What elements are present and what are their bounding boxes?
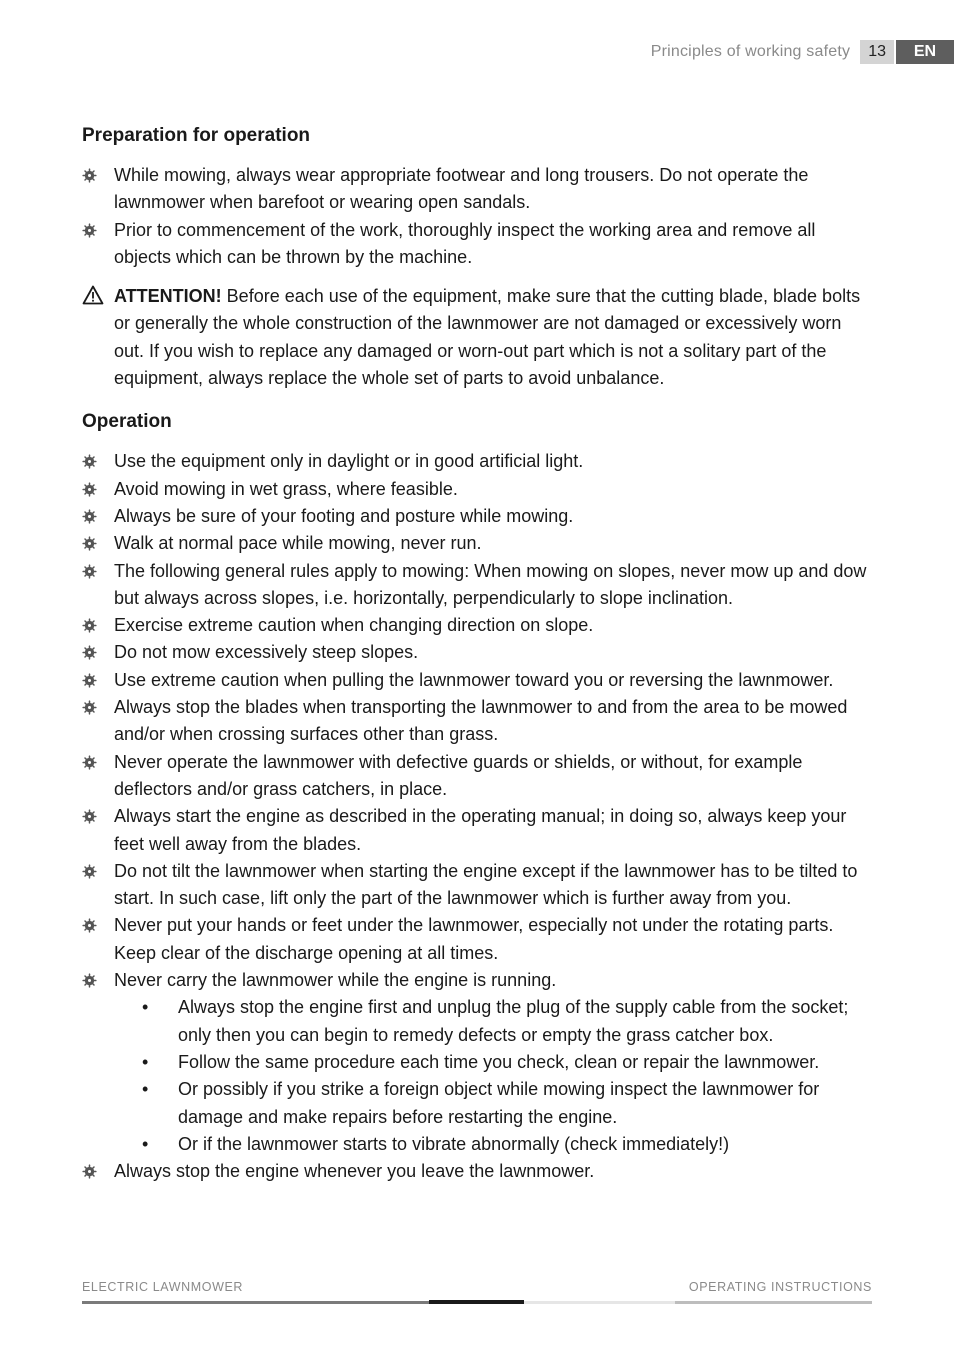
gear-bullet-icon [82,509,97,524]
list-item: Walk at normal pace while mowing, never run. [82,530,874,557]
gear-bullet-icon [82,536,97,551]
gear-bullet-icon [82,564,97,579]
attention-text: Before each use of the equipment, make sure that the cutting blade, blade bolts or generally the whole construction of the lawnmower are not damaged or excessively worn out. If you wish to replace any damaged or worn-out part which is not a solitary part of the equipment, always replace the whole set of parts to avoid unbalance. [114,286,861,389]
gear-bullet-icon [82,482,97,497]
gear-bullet-icon [82,454,97,469]
gear-bullet-icon [82,973,97,988]
gear-bullet-icon [82,1164,97,1179]
bullet-dot-icon: • [142,997,149,1018]
footer-product: ELECTRIC LAWNMOWER [82,1280,244,1294]
gear-bullet-icon [82,755,97,770]
language-tab: EN [896,40,954,64]
footer-doc-type: OPERATING INSTRUCTIONS [688,1280,872,1294]
list-item: The following general rules apply to mowing: When mowing on slopes, never mow up and dow but always across slopes, i.e. horizontally, perpendicularly to slope inclination. [82,558,874,613]
footer-bar-segment [524,1301,675,1304]
gear-bullet-icon [82,618,97,633]
gear-bullet-icon [82,223,97,238]
operation-list [82,448,874,994]
preparation-list [82,162,874,271]
list-item: Never carry the lawnmower while the engine is running. [82,967,874,994]
operation-list-end [82,1158,874,1185]
heading-operation: Operation [82,411,172,433]
section-title: Principles of working safety [650,43,851,60]
list-item: Use extreme caution when pulling the lawnmower toward you or reversing the lawnmower. [82,667,874,694]
bullet-dot-icon: • [142,1079,149,1100]
list-item: Never put your hands or feet under the lawnmower, especially not under the rotating parts. Keep clear of the discharge opening at all times. [82,912,874,967]
sub-list-item: • Follow the same procedure each time you check, clean or repair the lawnmower. [82,1049,874,1076]
list-item: Always stop the engine whenever you leave the lawnmower. [82,1158,874,1185]
gear-bullet-icon [82,673,97,688]
list-item: Exercise extreme caution when changing direction on slope. [82,612,874,639]
gear-bullet-icon [82,645,97,660]
page-header [651,40,954,64]
sub-list-item: • Or possibly if you strike a foreign object while mowing inspect the lawnmower for damage and make repairs before restarting the engine. [82,1076,874,1131]
operation-sublist [82,994,874,1158]
sub-list-item: • Or if the lawnmower starts to vibrate abnormally (check immediately!) [82,1131,874,1158]
list-item: Use the equipment only in daylight or in good artificial light. [82,448,874,475]
attention-note [82,283,874,392]
gear-bullet-icon [82,168,97,183]
list-item: Always start the engine as described in the operating manual; in doing so, always keep your feet well away from the blades. [82,803,874,858]
footer-bar-segment [429,1300,524,1304]
list-item: Never operate the lawnmower with defective guards or shields, or without, for example deflectors and/or grass catchers, in place. [82,749,874,804]
list-item: Do not tilt the lawnmower when starting the engine except if the lawnmower has to be tilted to start. In such case, lift only the part of the lawnmower which is further away from you. [82,858,874,913]
page-number: 13 [860,40,894,64]
bullet-dot-icon: • [142,1133,149,1154]
gear-bullet-icon [82,864,97,879]
list-item: Always stop the blades when transporting the lawnmower to and from the area to be mowed and/or when crossing surfaces other than grass. [82,694,874,749]
list-item: Avoid mowing in wet grass, where feasible. [82,476,874,503]
heading-preparation: Preparation for operation [82,125,311,146]
gear-bullet-icon [82,918,97,933]
list-item: Prior to commencement of the work, thoroughly inspect the working area and remove all objects which can be thrown by the machine. [82,217,874,272]
footer-bar-segment [675,1301,872,1304]
page-content [82,122,874,1185]
attention-label: ATTENTION! [114,286,222,307]
list-item: Do not mow excessively steep slopes. [82,639,874,666]
footer-bar-segment [82,1301,429,1304]
list-item: Always be sure of your footing and posture while mowing. [82,503,874,530]
bullet-dot-icon: • [142,1051,149,1072]
sub-list-item: • Always stop the engine first and unplug the plug of the supply cable from the socket; only then you can begin to remedy defects or empty the grass catcher box. [82,994,874,1049]
list-item: While mowing, always wear appropriate footwear and long trousers. Do not operate the lawnmower when barefoot or wearing open sandals. [82,162,874,217]
gear-bullet-icon [82,809,97,824]
gear-bullet-icon [82,700,97,715]
warning-triangle-icon [82,285,104,305]
